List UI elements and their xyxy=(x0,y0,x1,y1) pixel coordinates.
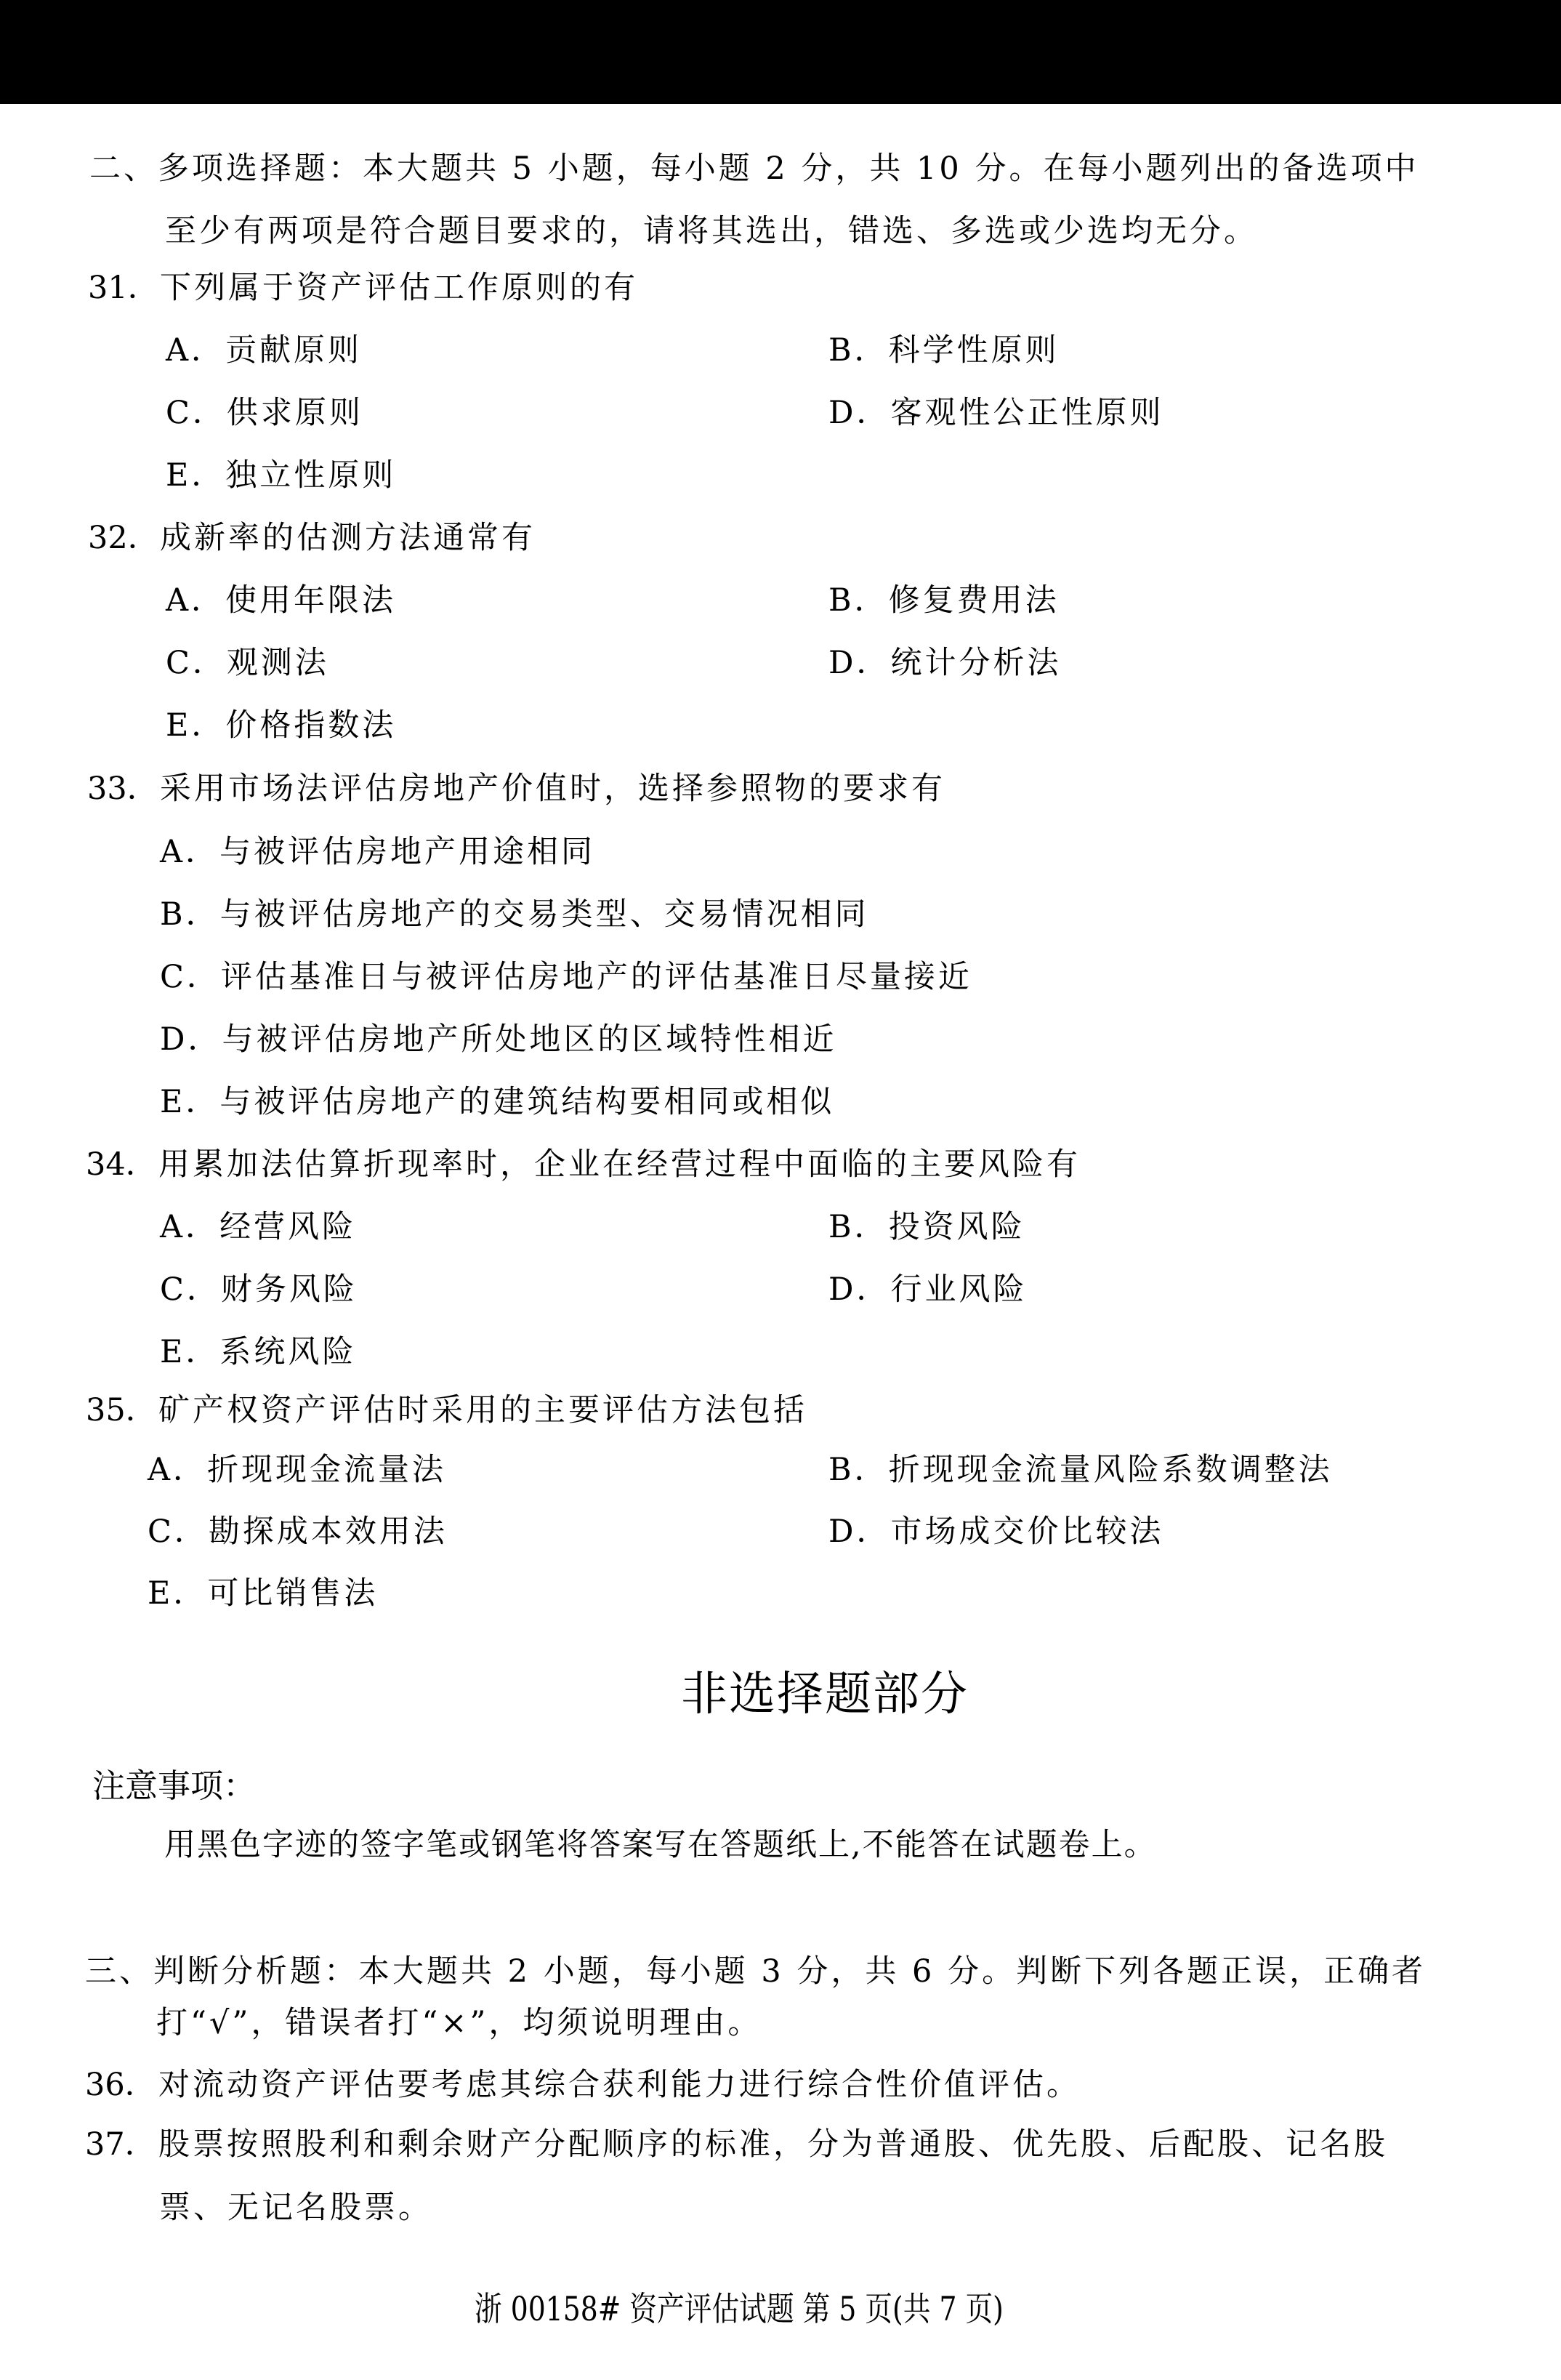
option-b: B．折现现金流量风险系数调整法 xyxy=(828,1452,1333,1488)
option-d: D．统计分析法 xyxy=(828,645,1062,681)
question-number: 32． xyxy=(88,520,159,556)
option-b: B．投资风险 xyxy=(828,1209,1025,1245)
question-stem: 下列属于资产评估工作原则的有 xyxy=(160,270,638,306)
option-a: A．贡献原则 xyxy=(166,332,363,369)
question-text: 对流动资产评估要考虑其综合获利能力进行综合性价值评估。 xyxy=(158,2067,1081,2103)
option-a: A．折现现金流量法 xyxy=(148,1452,447,1488)
option-d: D．市场成交价比较法 xyxy=(828,1513,1164,1550)
question-number: 36． xyxy=(85,2067,156,2103)
option-b: B．与被评估房地产的交易类型、交易情况相同 xyxy=(160,896,869,933)
option-a: A．使用年限法 xyxy=(166,582,397,619)
section3-heading-line1: 三、判断分析题：本大题共 2 小题，每小题 3 分，共 6 分。判断下列各题正误，正确者 xyxy=(85,1953,1427,1990)
question-stem: 用累加法估算折现率时，企业在经营过程中面临的主要风险有 xyxy=(158,1146,1081,1183)
question-number: 31． xyxy=(88,270,159,306)
option-c: C．评估基准日与被评估房地产的评估基准日尽量接近 xyxy=(160,959,972,995)
section3-heading-line2: 打“√”，错误者打“×”，均须说明理由。 xyxy=(156,2005,762,2041)
option-a: A．经营风险 xyxy=(160,1209,357,1245)
part-title-non-choice: 非选择题部分 xyxy=(681,1668,969,1721)
option-b: B．修复费用法 xyxy=(828,582,1060,619)
question-stem: 成新率的估测方法通常有 xyxy=(160,520,536,556)
option-c: C．勘探成本效用法 xyxy=(148,1513,448,1550)
question-number: 37． xyxy=(85,2126,156,2163)
question-text: 股票按照股利和剩余财产分配顺序的标准，分为普通股、优先股、后配股、记名股 xyxy=(158,2126,1388,2163)
option-d: D．客观性公正性原则 xyxy=(828,395,1164,431)
question-text-continuation: 票、无记名股票。 xyxy=(159,2190,432,2226)
option-e: E．价格指数法 xyxy=(166,707,397,744)
option-a: A．与被评估房地产用途相同 xyxy=(160,834,596,870)
top-black-bar xyxy=(0,0,1561,104)
option-e: E．与被评估房地产的建筑结构要相同或相似 xyxy=(160,1084,835,1120)
section2-heading-line2: 至少有两项是符合题目要求的，请将其选出，错选、多选或少选均无分。 xyxy=(165,213,1258,249)
question-number: 33． xyxy=(87,771,158,807)
notice-text: 用黑色字迹的签字笔或钢笔将答案写在答题纸上,不能答在试题卷上。 xyxy=(164,1827,1157,1863)
option-d: D．行业风险 xyxy=(828,1271,1028,1308)
notice-title: 注意事项： xyxy=(92,1766,257,1805)
question-number: 34． xyxy=(86,1146,157,1183)
option-d: D．与被评估房地产所处地区的区域特性相近 xyxy=(160,1021,837,1058)
question-stem: 采用市场法评估房地产价值时，选择参照物的要求有 xyxy=(160,771,945,807)
option-e: E．可比销售法 xyxy=(148,1575,379,1612)
section2-heading-line1: 二、多项选择题：本大题共 5 小题，每小题 2 分，共 10 分。在每小题列出的备选项中 xyxy=(89,150,1419,187)
question-stem: 矿产权资产评估时采用的主要评估方法包括 xyxy=(158,1392,807,1428)
option-e: E．系统风险 xyxy=(160,1334,357,1370)
option-b: B．科学性原则 xyxy=(828,332,1060,369)
question-number: 35． xyxy=(86,1392,157,1428)
option-e: E．独立性原则 xyxy=(166,457,397,494)
page-footer: 浙 00158# 资产评估试题 第 5 页(共 7 页) xyxy=(475,2289,1004,2328)
option-c: C．供求原则 xyxy=(166,395,363,431)
option-c: C．财务风险 xyxy=(160,1271,358,1308)
option-c: C．观测法 xyxy=(166,645,329,681)
